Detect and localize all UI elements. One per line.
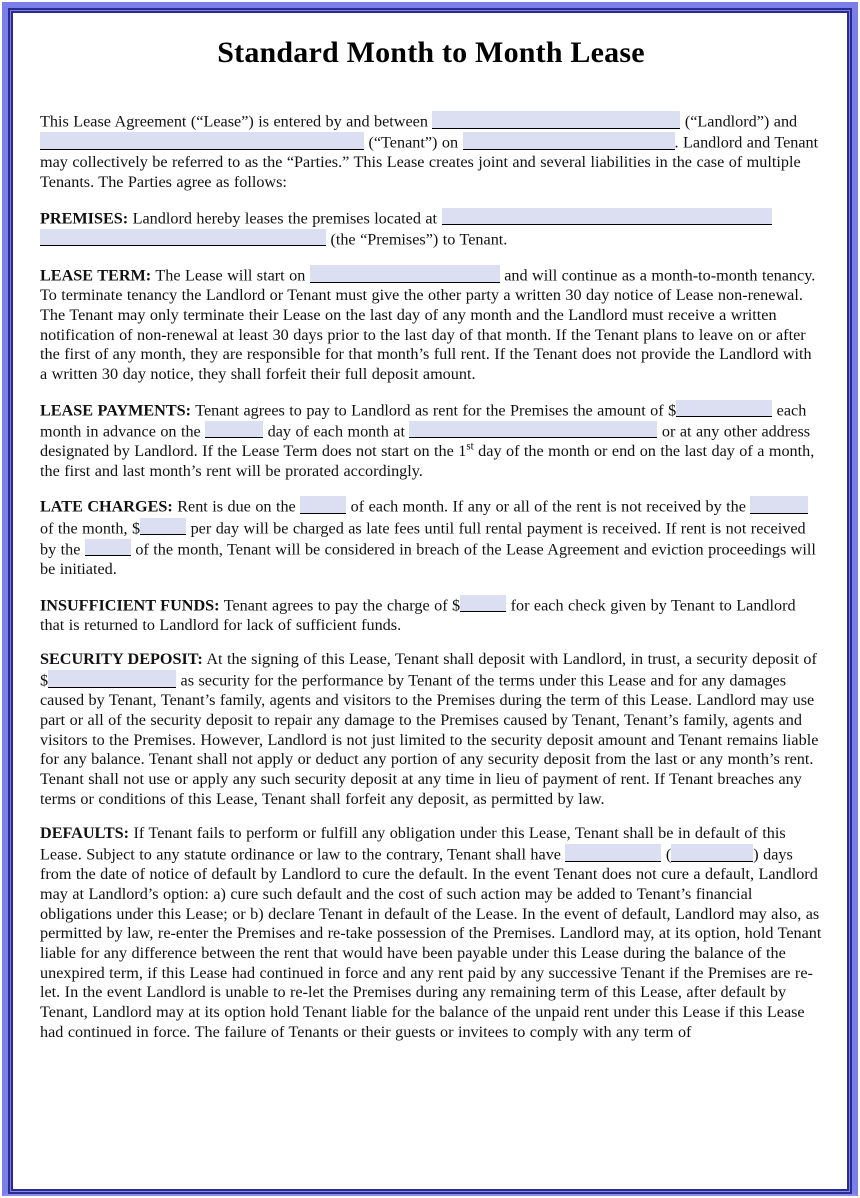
clause-late-charges <box>40 496 822 579</box>
page-title: Standard Month to Month Lease <box>217 36 645 69</box>
clause-intro <box>40 111 822 193</box>
defaults-text-3: ) days from the date of notice of default by Landlord to cure the default. In the event Tenant does not cure a default, Landlord may at Landlord’s option: a) cure such default and the cost of such action may be added to Tenant’s financial obligations under this Lease; or b) declare Tenant in default of the Lease. In the event of default, Landlord may also, as permitted by law, re-enter the Premises and re-take possession of the Premises. Landlord may, at its option, hold Tenant liable for any difference between the rent that would have been payable under this Lease during the balance of the unexpired term, if this Lease had continued in force and any rent paid by any successive Tenant if the Premises are re-let. In the event Landlord is unable to re-let the Premises during any remaining term of this Lease, after default by Tenant, Landlord may at its option hold Tenant liable for the balance of the unpaid rent under this Lease if this Lease had continued in force. The failure of Tenants or their guests or invitees to comply with any term of <box>40 845 822 1041</box>
lease-payments-text-5: or at any other address designated by Landlord. If the Lease Term does not start on the 1 <box>40 422 811 461</box>
document-content <box>16 14 844 1182</box>
lease-payments-text-3: each month in advance on the <box>40 401 807 441</box>
intro-text-3: (“Tenant”) on <box>368 133 459 152</box>
premises-address-field-line1[interactable] <box>442 208 772 226</box>
cure-days-words-field[interactable] <box>565 844 661 862</box>
late-charges-text-3: of the month, $ <box>40 519 141 538</box>
intro-text-4: . <box>674 133 679 152</box>
intro-text-2: (“Landlord”) and <box>684 112 798 131</box>
lease-start-date-field[interactable] <box>310 265 500 283</box>
insufficient-funds-text-1: Tenant agrees to pay the charge of $ <box>223 596 461 615</box>
late-charges-text-2: of each month. If any or all of the rent is not received by the <box>350 497 746 516</box>
lease-date-field[interactable] <box>463 132 675 150</box>
clause-lease-term <box>40 265 822 385</box>
clause-security-deposit <box>40 650 822 809</box>
late-charges-text-5: of the month, Tenant will be considered in breach of the Lease Agreement and eviction proceedings will be initiated. <box>40 540 816 578</box>
lease-term-text-1: The Lease will start on <box>155 266 306 285</box>
clause-defaults <box>40 824 822 1042</box>
lease-payments-text-6: day of the month or end on the last day of a month, the first and last month’s rent will be prorated accordingly. <box>40 442 815 480</box>
defaults-paren-open: ( <box>665 845 672 864</box>
rent-due-day-field[interactable] <box>205 421 263 439</box>
late-charges-text-1: Rent is due on the <box>177 497 296 516</box>
intro-text-5: Landlord and Tenant may collectively be referred to as the “Parties.” This Lease creates joint and several liabilities in the case of multiple Tenants. The Parties agree as follows: <box>40 133 819 192</box>
clause-insufficient-funds <box>40 595 822 636</box>
nsf-charge-field[interactable] <box>460 595 506 613</box>
late-charges-text-4: per day will be charged as late fees until full rental payment is received. If rent is not received by the <box>40 519 806 559</box>
premises-heading: PREMISES: <box>40 209 129 228</box>
insufficient-funds-text-2: for each check given by Tenant to Landlord that is returned to Landlord for lack of sufficient funds. <box>40 596 796 634</box>
late-rent-due-day-field[interactable] <box>300 496 346 514</box>
security-deposit-amount-field[interactable] <box>48 670 176 688</box>
security-deposit-text-2: as security for the performance by Tenant of the terms under this Lease and for any damages caused by Tenant, Tenant’s family, agents and visitors to the Premises during the term of this Lease. Landlord may use part or all of the security deposit to repair any damage to the Premises caused by Tenant, Tenant’s family, agents and visitors to the Premises. However, Landlord is not just limited to the security deposit amount and Tenant remains liable for any balance. Tenant shall not apply or deduct any portion of any security deposit from the last or any month’s rent. Tenant shall not use or apply any such security deposit at any time in lieu of payment of rent. If Tenant breaches any terms or conditions of this Lease, Tenant shall forfeit any deposit, as permitted by law. <box>40 671 819 808</box>
intro-text-1: This Lease Agreement (“Lease”) is entered by and between <box>40 112 428 131</box>
clause-lease-payments <box>40 400 822 482</box>
late-by-day-field[interactable] <box>750 496 808 514</box>
lease-payments-heading: LEASE PAYMENTS: <box>40 401 192 420</box>
late-charges-heading: LATE CHARGES: <box>40 497 173 516</box>
late-fee-per-day-field[interactable] <box>140 518 186 536</box>
premises-text-1: Landlord hereby leases the premises located at <box>132 209 438 228</box>
ordinal-suffix: st <box>466 440 474 453</box>
premises-text-2: (the “Premises”) to Tenant. <box>330 230 508 249</box>
rent-amount-field[interactable] <box>676 400 772 418</box>
tenant-name-field[interactable] <box>40 132 364 150</box>
defaults-text-1: If Tenant fails to perform or fulfill any obligation under this Lease, Tenant shall be in default of this Lease. Subject to any statute ordinance or law to the contrary, Tenant shall have <box>40 824 786 864</box>
security-deposit-heading: SECURITY DEPOSIT: <box>40 650 203 669</box>
breach-day-field[interactable] <box>85 539 131 557</box>
insufficient-funds-heading: INSUFFICIENT FUNDS: <box>40 596 220 615</box>
lease-payments-text-4: day of each month at <box>267 422 405 441</box>
security-deposit-text-1: At the signing of this Lease, Tenant shall deposit with Landlord, in trust, a security deposit of $ <box>40 650 817 690</box>
premises-address-field-line2[interactable] <box>40 229 326 247</box>
lease-payments-text-1: Tenant agrees to pay to Landlord as rent for the Premises the amount of <box>195 401 664 420</box>
lease-term-heading: LEASE TERM: <box>40 266 152 285</box>
lease-payments-dollar: $ <box>668 401 677 420</box>
landlord-name-field[interactable] <box>432 111 680 129</box>
clause-premises <box>40 208 822 250</box>
lease-term-text-2: and will continue as a month-to-month tenancy. To terminate tenancy the Landlord or Tenant must give the other party a written 30 day notice of Lease non-renewal. The Tenant may only terminate their Lease on the last day of any month and the Landlord must receive a written notification of non-renewal at least 30 days prior to the last day of that month. If the Tenant plans to leave on or after the first of any month, they are responsible for that month’s full rent. If the Tenant does not provide the Landlord with a written 30 day notice, they shall forfeit their full deposit amount. <box>40 266 816 383</box>
cure-days-number-field[interactable] <box>671 844 753 862</box>
defaults-heading: DEFAULTS: <box>40 824 130 843</box>
payment-address-field[interactable] <box>409 421 657 439</box>
